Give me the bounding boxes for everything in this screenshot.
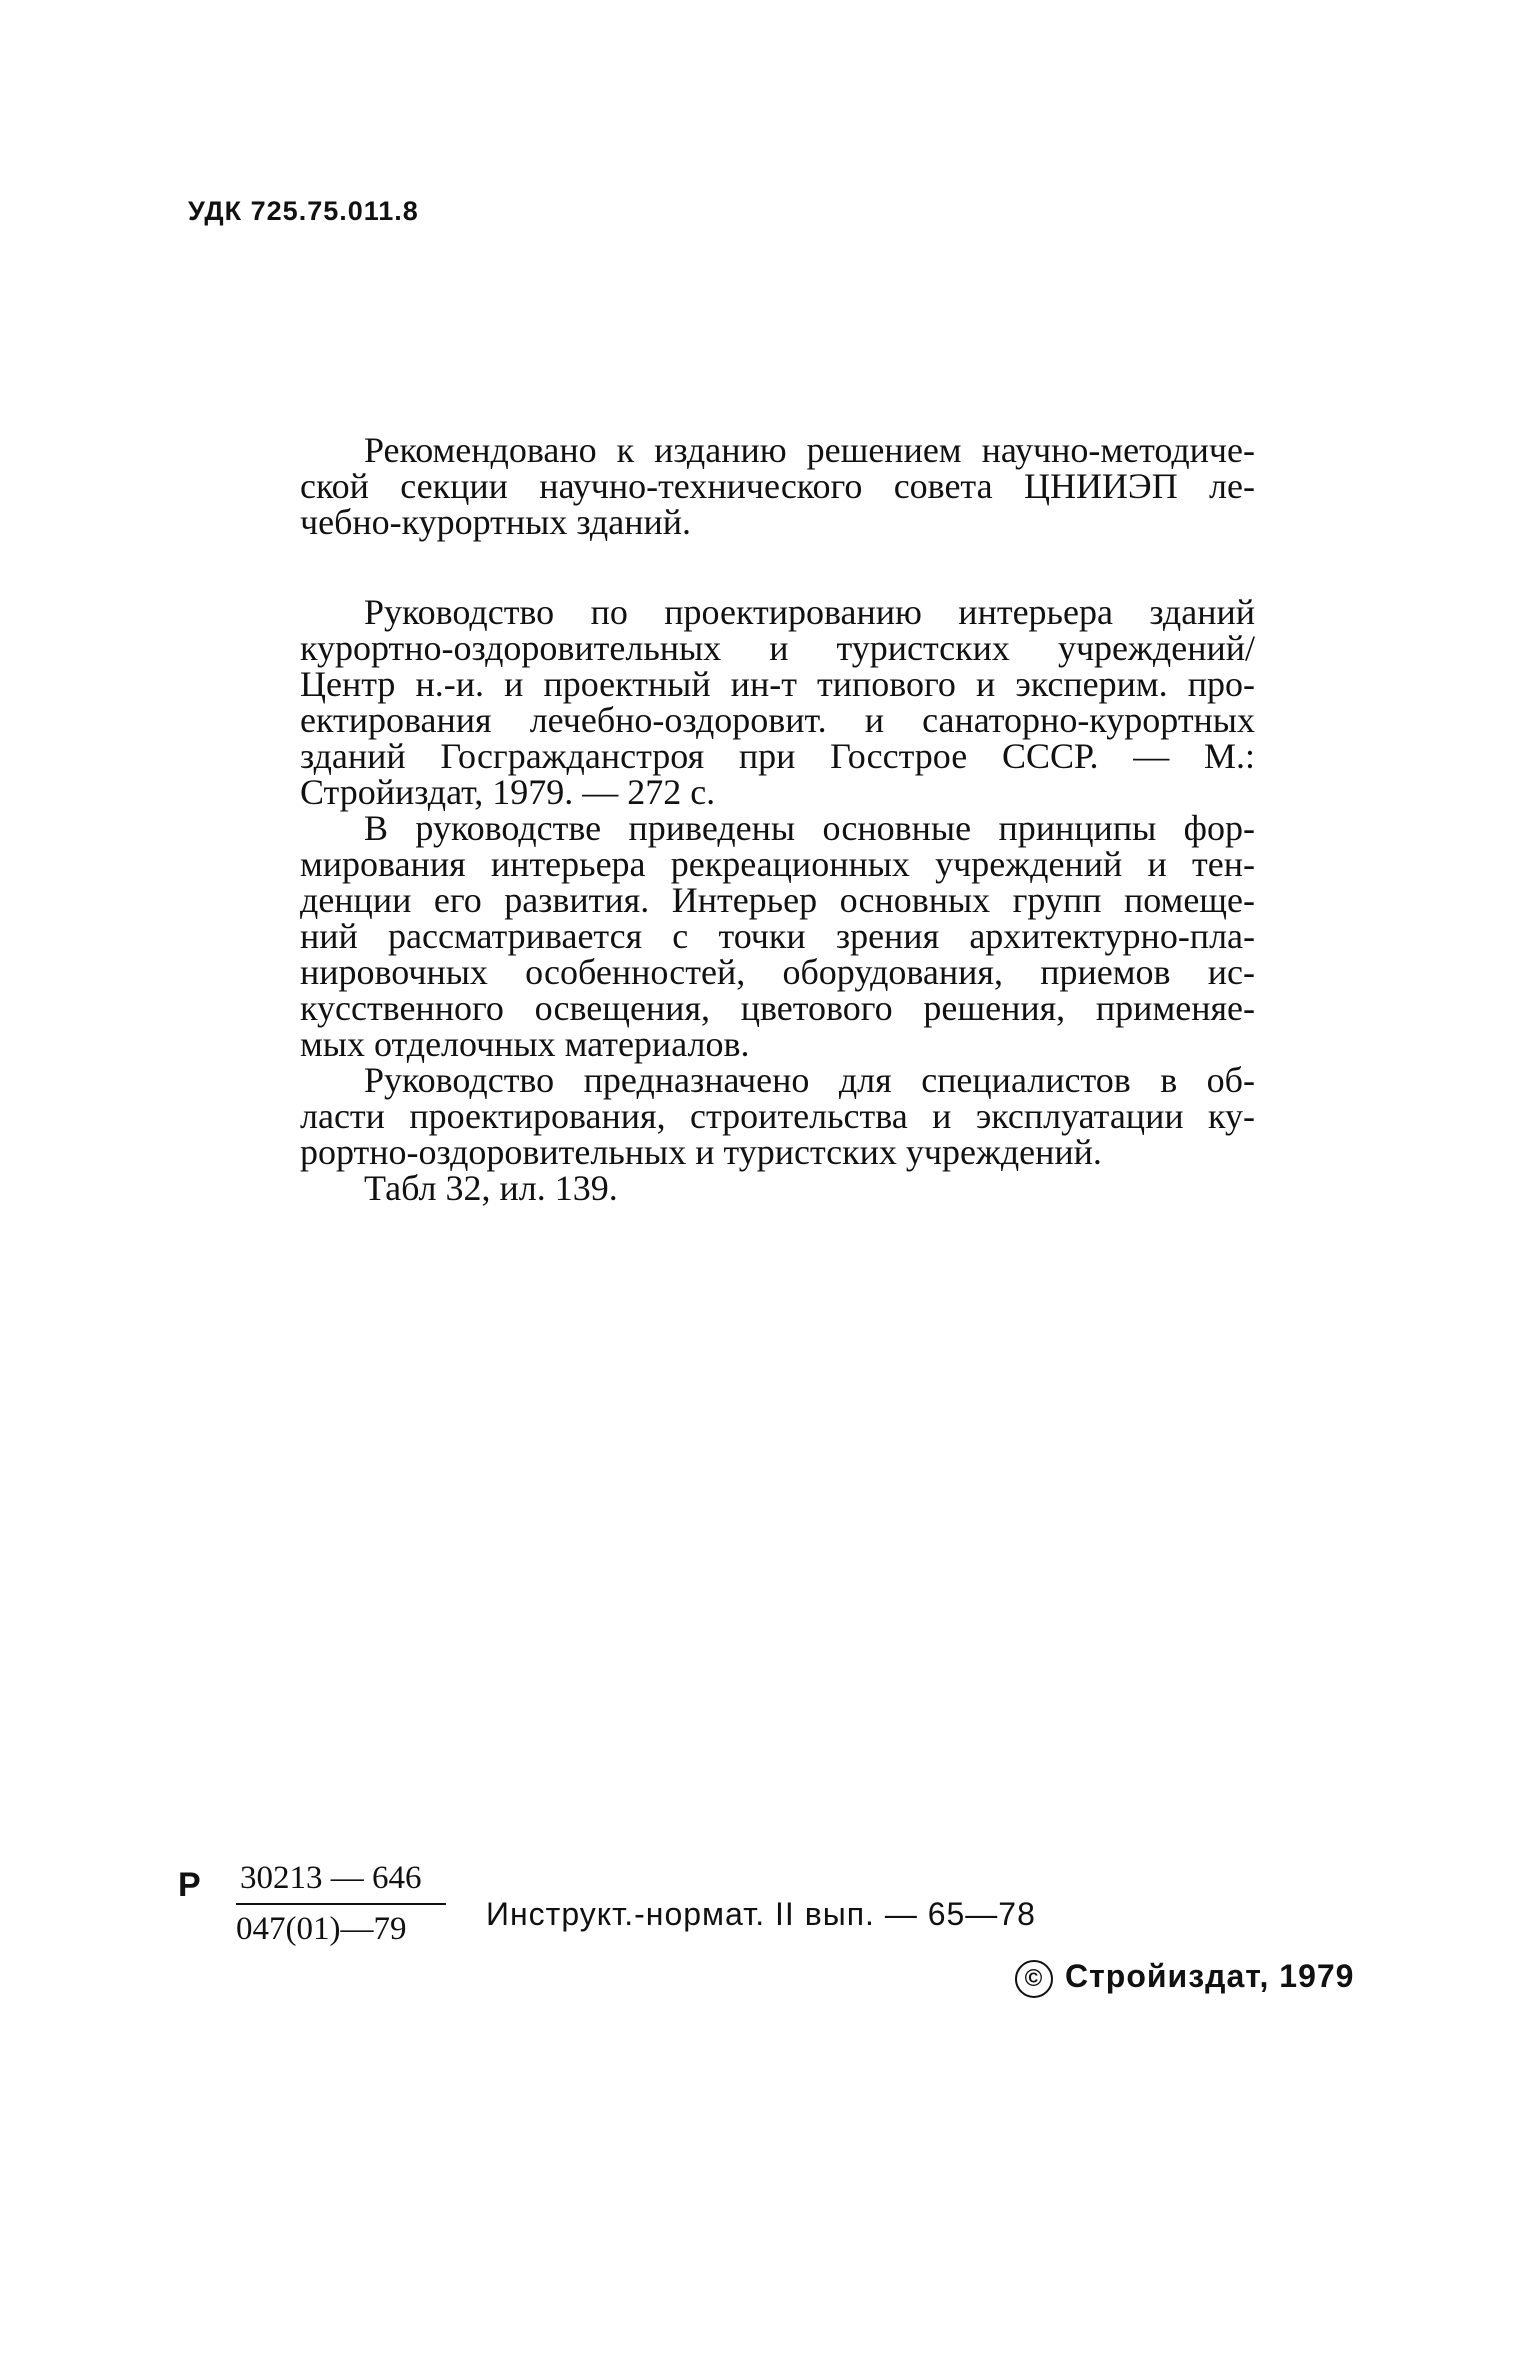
text-line: рортно-оздоровительных и туристских учреждений. xyxy=(300,1132,1102,1172)
instruction-index: Инструкт.-нормат. II вып. — 65—78 xyxy=(486,1896,1036,1932)
text-line: ской секции научно-технического совета ЦНИИЭП ле- xyxy=(300,466,1255,506)
copyright-icon: © xyxy=(1015,1960,1053,1998)
copyright-text: Стройиздат, 1979 xyxy=(1065,1958,1355,1994)
text-line: мых отделочных материалов. xyxy=(300,1024,750,1064)
text-line: денции его развития. Интерьер основных групп помеще- xyxy=(300,880,1255,920)
text-line: курортно-оздоровительных и туристских учреждений/ xyxy=(300,628,1255,668)
fraction-denominator: 047(01)—79 xyxy=(236,1911,407,1947)
text-line: кусственного освещения, цветового решения, применяе- xyxy=(300,988,1255,1028)
text-line: Руководство предназначено для специалистов в об- xyxy=(364,1060,1255,1100)
text-line: Стройиздат, 1979. — 272 с. xyxy=(300,772,716,812)
text-line: ний рассматривается с точки зрения архитектурно-пла- xyxy=(300,916,1255,956)
copyright-line xyxy=(1015,1958,1354,1998)
text-line: зданий Госгражданстроя при Госстрое СССР. — М.: xyxy=(300,736,1255,776)
udk-code: УДК 725.75.011.8 xyxy=(188,196,419,226)
tables-illustrations-count: Табл 32, ил. 139. xyxy=(364,1168,618,1208)
text-line: Центр н.-и. и проектный ин-т типового и эксперим. про- xyxy=(300,664,1255,704)
catalog-fraction xyxy=(236,1860,446,1948)
text-line: чебно-курортных зданий. xyxy=(300,502,692,542)
fraction-numerator: 30213 — 646 xyxy=(236,1860,446,1905)
footer-letter: Р xyxy=(178,1866,201,1904)
text-line: Рекомендовано к изданию решением научно-методиче- xyxy=(364,430,1255,470)
text-line: ласти проектирования, строительства и эксплуатации ку- xyxy=(300,1096,1255,1136)
text-line: нировочных особенностей, оборудования, приемов ис- xyxy=(300,952,1255,992)
text-line: мирования интерьера рекреационных учреждений и тен- xyxy=(300,844,1255,884)
recommendation-note xyxy=(300,432,1255,540)
text-line: В руководстве приведены основные принципы фор- xyxy=(364,808,1255,848)
text-line: Руководство по проектированию интерьера зданий xyxy=(364,592,1255,632)
text-line: ектирования лечебно-оздоровит. и санаторно-курортных xyxy=(300,700,1255,740)
bibliographic-abstract xyxy=(300,594,1255,1206)
